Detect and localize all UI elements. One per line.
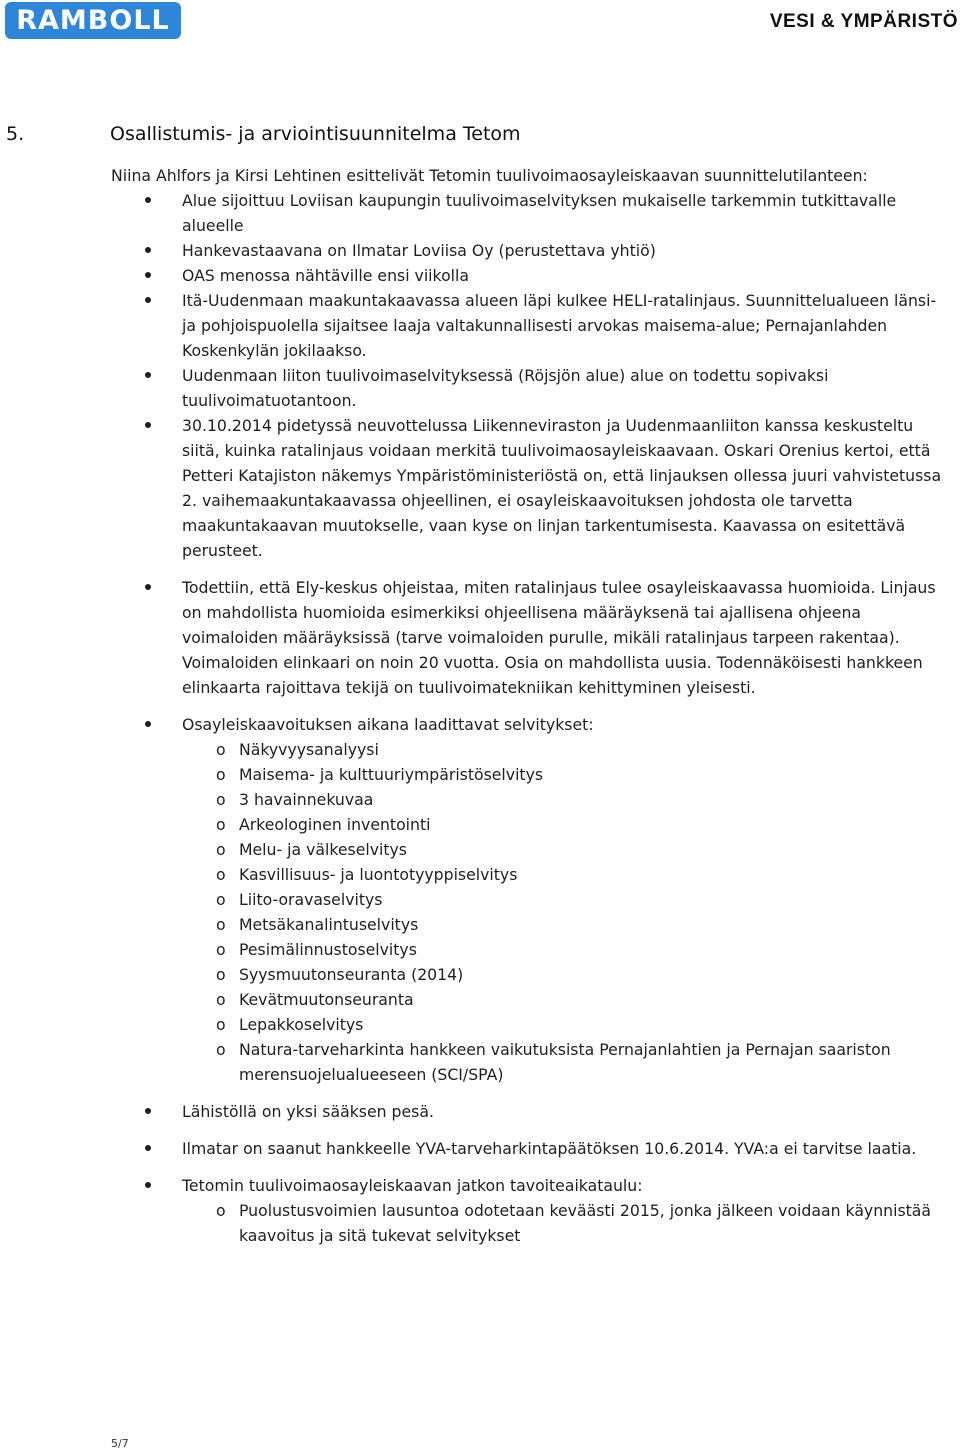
bullet-item-studies bbox=[111, 712, 943, 1087]
study-item: o Liito-oravaselvitys bbox=[182, 887, 943, 912]
bullet-item: Uudenmaan liiton tuulivoimaselvityksessä (Röjsjön alue) alue on todettu sopivaksi tuulivoimatuotantoon. bbox=[111, 363, 943, 413]
section-heading bbox=[6, 123, 521, 145]
studies-list bbox=[182, 737, 943, 1087]
bullet-item: Ilmatar on saanut hankkeelle YVA-tarveharkintapäätöksen 10.6.2014. YVA:a ei tarvitse laatia. bbox=[111, 1136, 943, 1161]
bullet-item-schedule bbox=[111, 1173, 943, 1248]
bullet-item: Hankevastaavana on Ilmatar Loviisa Oy (perustettava yhtiö) bbox=[111, 238, 943, 263]
bullet-list bbox=[111, 188, 943, 1248]
study-item: o Pesimälinnustoselvitys bbox=[182, 937, 943, 962]
document-body bbox=[111, 163, 943, 1248]
bullet-item: 30.10.2014 pidetyssä neuvottelussa Liikenneviraston ja Uudenmaanliiton kanssa keskusteltu siitä, kuinka ratalinjaus voidaan merkitä tuulivoimaosayleiskaavaan. Oskari Orenius kertoi, että Petteri Katajiston näkemys Ympäristöministeriöstä on, että linjauksen ollessa juuri vahvistetussa 2. vaihemaakuntakaavassa ohjeellinen, ei osayleiskaavoituksen johdosta ole tarvetta maakuntakaavan muutokselle, vaan kyse on linjan tarkentumisesta. Kaavassa on esitettävä perusteet. bbox=[111, 413, 943, 563]
bullet-text: Tetomin tuulivoimaosayleiskaavan jatkon tavoiteaikataulu: bbox=[182, 1176, 643, 1195]
study-item: o Kasvillisuus- ja luontotyyppiselvitys bbox=[182, 862, 943, 887]
heading-title: Osallistumis- ja arviointisuunnitelma Tetom bbox=[110, 123, 521, 145]
schedule-list bbox=[182, 1198, 943, 1248]
study-item: o Näkyvyysanalyysi bbox=[182, 737, 943, 762]
study-item: o Arkeologinen inventointi bbox=[182, 812, 943, 837]
study-item: o Syysmuutonseuranta (2014) bbox=[182, 962, 943, 987]
study-item: o Metsäkanalintuselvitys bbox=[182, 912, 943, 937]
bullet-text: Osayleiskaavoituksen aikana laadittavat selvitykset: bbox=[182, 715, 594, 734]
bullet-item: Alue sijoittuu Loviisan kaupungin tuulivoimaselvityksen mukaiselle tarkemmin tutkittavalle alueelle bbox=[111, 188, 943, 238]
intro-paragraph: Niina Ahlfors ja Kirsi Lehtinen esittelivät Tetomin tuulivoimaosayleiskaavan suunnittelutilanteen: bbox=[111, 166, 868, 185]
ramboll-logo: RAMBOLL bbox=[5, 2, 181, 39]
study-item: o Lepakkoselvitys bbox=[182, 1012, 943, 1037]
bullet-item: Todettiin, että Ely-keskus ohjeistaa, miten ratalinjaus tulee osayleiskaavassa huomioida. Linjaus on mahdollista huomioida esimerkiksi ohjeellisena määräyksenä tai ajallisena ohjeena voimaloiden määräyksissä (tarve voimaloiden purulle, mikäli ratalinjaus tarpeen rakentaa). Voimaloiden elinkaari on noin 20 vuotta. Osia on mahdollista uusia. Todennäköisesti hankkeen elinkaarta rajoittava tekijä on tuulivoimatekniikan kehittyminen yleisesti. bbox=[111, 575, 943, 700]
study-item: o Natura-tarveharkinta hankkeen vaikutuksista Pernajanlahtien ja Pernajan saariston merensuojelualueeseen (SCI/SPA) bbox=[182, 1037, 943, 1087]
bullet-item: OAS menossa nähtäville ensi viikolla bbox=[111, 263, 943, 288]
page-number: 5/7 bbox=[111, 1437, 129, 1450]
bullet-item: Lähistöllä on yksi sääksen pesä. bbox=[111, 1099, 943, 1124]
schedule-item: o Puolustusvoimien lausuntoa odotetaan keväästi 2015, jonka jälkeen voidaan käynnistää kaavoitus ja sitä tukevat selvitykset bbox=[182, 1198, 943, 1248]
study-item: o 3 havainnekuvaa bbox=[182, 787, 943, 812]
heading-number: 5. bbox=[6, 123, 25, 145]
study-item: o Maisema- ja kulttuuriympäristöselvitys bbox=[182, 762, 943, 787]
section-title: VESI & YMPÄRISTÖ bbox=[769, 11, 958, 32]
study-item: o Kevätmuutonseuranta bbox=[182, 987, 943, 1012]
bullet-item: Itä-Uudenmaan maakuntakaavassa alueen läpi kulkee HELI-ratalinjaus. Suunnittelualueen länsi- ja pohjoispuolella sijaitsee laaja valtakunnallisesti arvokas maisema-alue; Pernajanlahden Koskenkylän jokilaakso. bbox=[111, 288, 943, 363]
study-item: o Melu- ja välkeselvitys bbox=[182, 837, 943, 862]
